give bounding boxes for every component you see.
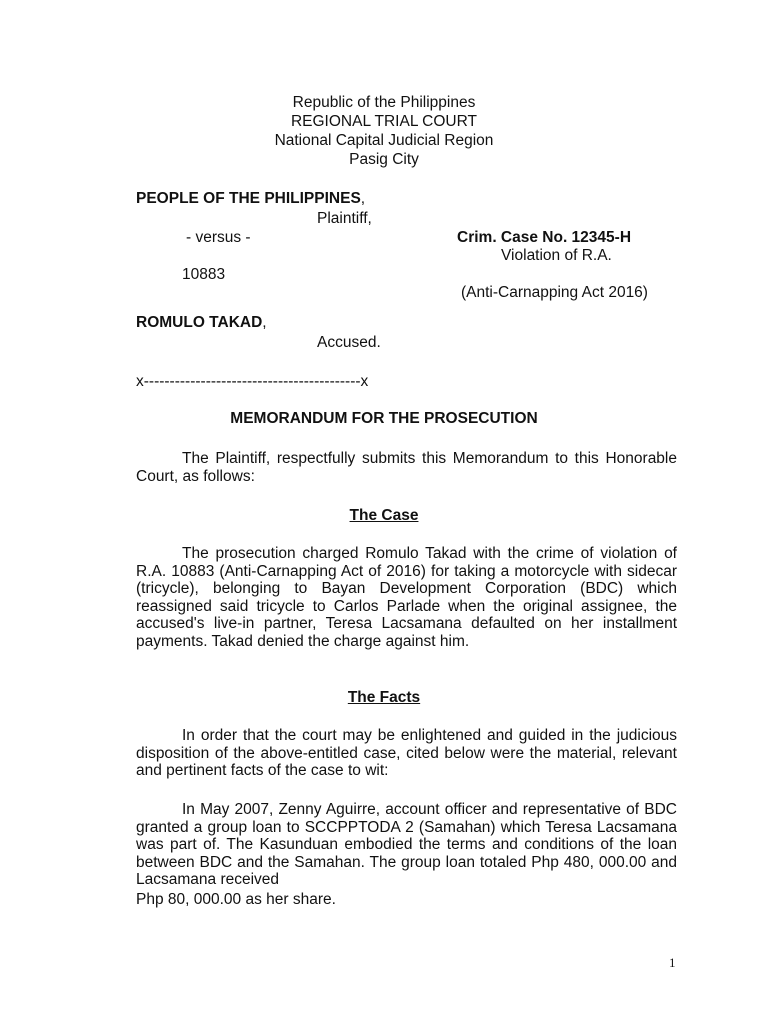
- case-heading: The Case: [349, 507, 419, 524]
- plaintiff-comma: ,: [360, 190, 366, 207]
- ra-number: 10883: [182, 266, 226, 283]
- facts-paragraph-1-end: Php 80, 000.00 as her share.: [136, 891, 336, 908]
- court-city: Pasig City: [349, 151, 419, 168]
- accused-name: ROMULO TAKAD: [136, 314, 263, 331]
- case-number: Crim. Case No. 12345-H: [457, 229, 632, 246]
- case-paragraph: The prosecution charged Romulo Takad with the crime of violation of R.A. 10883 (Anti-Carnapping Act of 2016) for taking a motorcycle with sidecar (tricycle), belonging to Bayan Development Corporation (BDC) which reassigned said tricycle to Carlos Parlade when the original assignee, the accused's live-in partner, Teresa Lacsamana defaulted on her installment payments. Takad denied the charge against him.: [136, 545, 677, 650]
- page-number: 1: [669, 955, 676, 970]
- accused-block: [136, 314, 267, 332]
- document-title: MEMORANDUM FOR THE PROSECUTION: [230, 410, 538, 427]
- plaintiff-name: PEOPLE OF THE PHILIPPINES: [136, 190, 361, 207]
- plaintiff-block: [136, 190, 365, 208]
- accused-comma: ,: [262, 314, 267, 331]
- facts-intro-paragraph: In order that the court may be enlightened and guided in the judicious disposition of the above-entitled case, cited below were the material, relevant and pertinent facts of the case to wit:: [136, 727, 677, 779]
- caption-separator: x------------------------------------------x: [136, 373, 369, 390]
- versus-label: - versus -: [186, 229, 251, 246]
- facts-heading: The Facts: [347, 689, 421, 706]
- court-region: National Capital Judicial Region: [274, 132, 494, 149]
- court-republic: Republic of the Philippines: [292, 94, 476, 111]
- intro-paragraph: The Plaintiff, respectfully submits this Memorandum to this Honorable Court, as follows:: [136, 450, 677, 485]
- facts-paragraph-1: In May 2007, Zenny Aguirre, account officer and representative of BDC granted a group loan to SCCPPTODA 2 (Samahan) which Teresa Lacsamana was part of. The Kasunduan embodied the terms and conditions of the loan between BDC and the Samahan. The group loan totaled Php 480, 000.00 and Lacsamana received: [136, 801, 677, 888]
- act-name: (Anti-Carnapping Act 2016): [461, 284, 648, 301]
- accused-role: Accused.: [317, 334, 381, 351]
- violation-label: Violation of R.A.: [501, 247, 612, 264]
- court-name: REGIONAL TRIAL COURT: [290, 113, 478, 130]
- plaintiff-role: Plaintiff,: [317, 210, 372, 227]
